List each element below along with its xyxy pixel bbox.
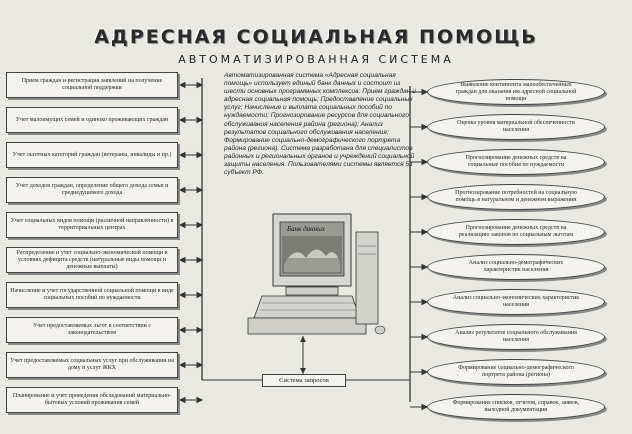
right-item-2: Оценка уровня материальной обеспеченности населения bbox=[427, 114, 605, 140]
page-title: АДРЕСНАЯ СОЦИАЛЬНАЯ ПОМОЩЬ bbox=[94, 26, 538, 48]
left-item-7: Начисление и учет государственной социальной помощи в виде социальных пособий по нуждаемости bbox=[6, 282, 178, 308]
center-description: Автоматизированная система «Адресная социальная помощь» использует единый банк данных и состоит из шести основных программных комплексов: Прием граждан и адресная социальная помощь; Предоставление социальных услуг; Начисление и выплата социальных пособий по нуждаемости; Прогнозирование ресурсов для социального обслуживания населения района (региона); Анализ результатов социального обслуживания населения; Формирование социально-демографического портрета района (региона). Система разработана для специалистов районных и региональных органов и учреждений социальной защиты населения. Пользователями системы является 51 субъект РФ. bbox=[224, 72, 416, 177]
left-item-4: Учет доходов граждан, определение общего дохода семьи и среднедушевого дохода bbox=[6, 177, 178, 203]
right-item-7: Анализ социально-экономических характеристик населения bbox=[427, 289, 605, 315]
query-system-box: Система запросов bbox=[262, 374, 346, 387]
left-item-10: Планирование и учет проведения обследований материально-бытовых условий проживания семей bbox=[6, 387, 178, 413]
right-item-10: Формирование списков, отчетов, справок, заявок, выходной документации bbox=[427, 394, 605, 420]
right-item-8: Анализ результатов социального обслуживания населения bbox=[427, 324, 605, 350]
right-item-3: Прогнозирование денежных средств на социальные пособия по нуждаемости bbox=[427, 149, 605, 175]
left-item-8: Учет предоставляемых льгот в соответствии с законодательством bbox=[6, 317, 178, 343]
left-item-2: Учет малоимущих семей и одиноко проживающих граждан bbox=[6, 107, 178, 133]
left-item-1: Прием граждан и регистрация заявлений на получение социальной поддержки bbox=[6, 72, 178, 98]
left-item-9: Учет предоставляемых социальных услуг при обслуживании на дому и услуг ЖКХ bbox=[6, 352, 178, 378]
right-item-6: Анализ социально-демографических характеристик населения bbox=[427, 254, 605, 280]
right-item-5: Прогнозирование денежных средств на реализацию законов по социальным льготам bbox=[427, 219, 605, 245]
left-item-5: Учет социальных видов помощи (различной направленности) в территориальных центрах bbox=[6, 212, 178, 238]
data-bank-label: Банк данных bbox=[287, 225, 325, 233]
left-item-6: Распределение и учет социально-экономической помощи в условиях дефицита средств (натуральные виды помощи и денежные выплаты) bbox=[6, 247, 178, 273]
right-item-9: Формирование социально-демографического портрета района (региона) bbox=[427, 359, 605, 385]
page-subtitle: АВТОМАТИЗИРОВАННАЯ СИСТЕМА bbox=[178, 53, 454, 66]
left-item-3: Учет льготных категорий граждан (ветераны, инвалиды и пр.) bbox=[6, 142, 178, 168]
right-item-4: Прогнозирование потребностей на социальную помощь в натуральном и денежном выражении bbox=[427, 184, 605, 210]
right-item-1: Выявление контингента малообеспеченных граждан для оказания им адресной социальной помощи bbox=[427, 79, 605, 105]
